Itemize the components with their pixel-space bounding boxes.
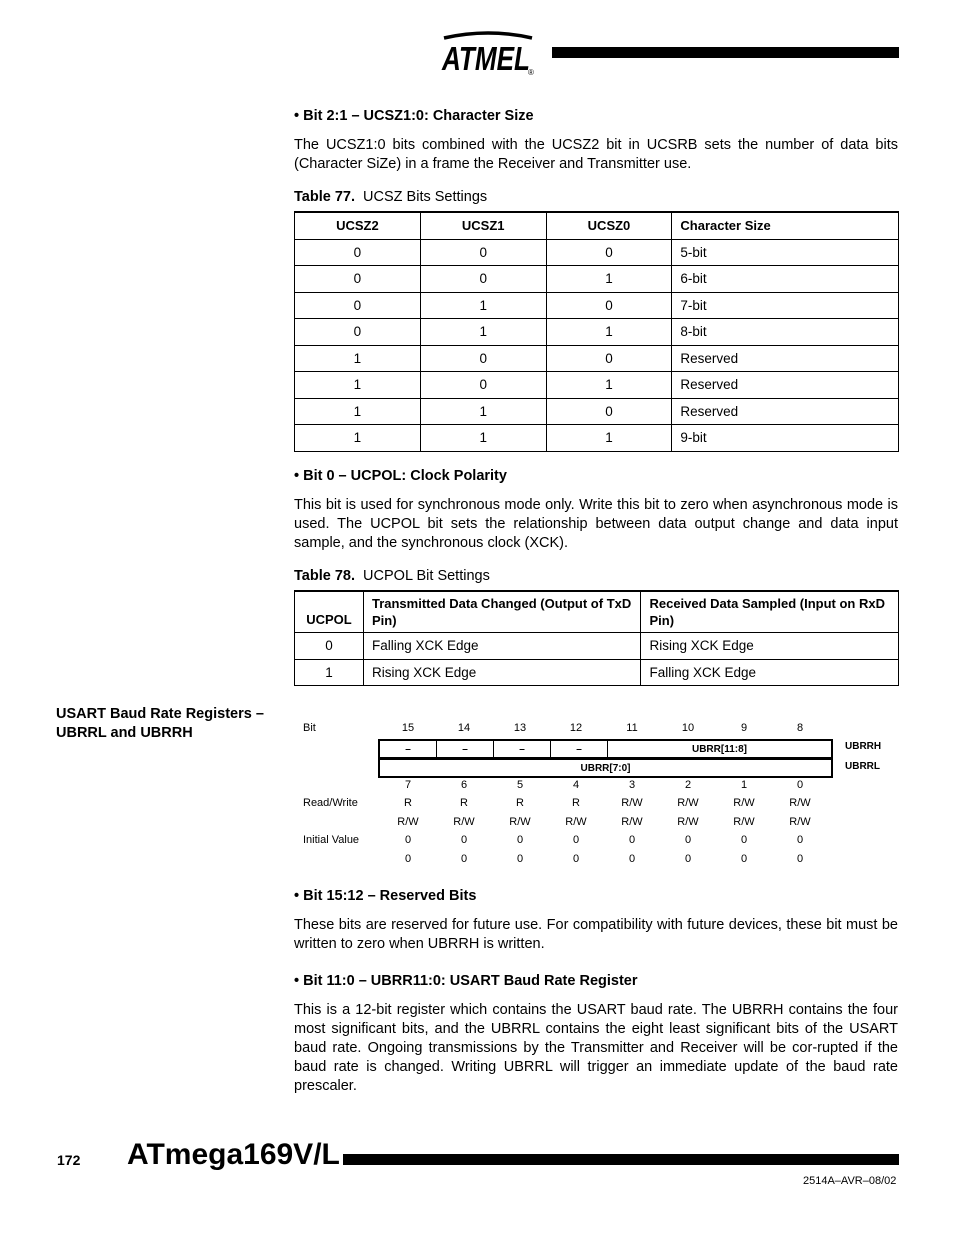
rw-value: R/W: [453, 816, 475, 828]
init-value: 0: [796, 853, 804, 865]
table77-caption-text: UCSZ Bits Settings: [363, 189, 488, 205]
table-header: UCPOL: [295, 591, 364, 633]
ubrrl-register-box: [378, 758, 833, 778]
table-cell: 0: [295, 266, 421, 293]
ubrr-high-field: UBRR[11:8]: [691, 743, 747, 755]
table-cell: 6-bit: [672, 266, 899, 293]
table77-caption: [294, 189, 487, 205]
init-value: 0: [796, 834, 804, 846]
bit-number: 0: [796, 779, 804, 791]
table-row: [295, 345, 899, 372]
ubrr-paragraph: This is a 12-bit register which contains the USART baud rate. The UBRRH contains the four most significant bits, and the UBRRL contains the eight least significant bits of the USART baud rate. Ongoing transmissions by the Transmitter and Receiver will be cor-rupted if the baud rate is changed. Writing UBRRL will trigger an immediate update of the baud rate prescaler.: [294, 1002, 898, 1094]
init-value: 0: [460, 834, 468, 846]
ubrr-low-field: UBRR[7:0]: [580, 762, 631, 774]
table-cell: 1: [295, 372, 421, 399]
init-value: 0: [404, 853, 412, 865]
reserved-bit-cell: –: [494, 741, 551, 757]
ubrrh-register-box: [378, 739, 833, 759]
bit-number: 2: [684, 779, 692, 791]
bit-number: 10: [681, 722, 695, 734]
init-value: 0: [404, 834, 412, 846]
footer-title: ATmega169V/L: [127, 1138, 340, 1171]
table-cell: 0: [546, 292, 672, 319]
reserved-bit-cell: –: [551, 741, 608, 757]
table-cell: 1: [420, 319, 546, 346]
rw-value: R: [404, 797, 412, 809]
ucsz-heading: • Bit 2:1 – UCSZ1:0: Character Size: [294, 108, 534, 124]
page-number: 172: [57, 1152, 81, 1168]
table-row: [295, 319, 899, 346]
rw-value: R: [516, 797, 524, 809]
init-row-low: [380, 853, 828, 865]
table-header: Character Size: [672, 212, 899, 239]
table-cell: 1: [546, 319, 672, 346]
ucpol-heading: • Bit 0 – UCPOL: Clock Polarity: [294, 468, 507, 484]
bit-number: 11: [626, 722, 638, 734]
header-rule: [552, 47, 899, 58]
bit-number: 15: [401, 722, 415, 734]
read-write-label: Read/Write: [303, 797, 358, 809]
atmel-logo-mark: [438, 30, 538, 76]
table-cell: 7-bit: [672, 292, 899, 319]
table-cell: 0: [420, 372, 546, 399]
bit-number: 9: [740, 722, 748, 734]
table-row: [295, 266, 899, 293]
bit-number: 12: [569, 722, 583, 734]
rw-value: R/W: [733, 797, 755, 809]
logo-text: ATMEL: [441, 40, 530, 76]
init-value: 0: [628, 853, 636, 865]
init-value: 0: [572, 853, 580, 865]
table-cell: 0: [295, 633, 364, 660]
ucpol-bits-table: [294, 590, 899, 686]
atmel-logo: [438, 30, 538, 76]
table-cell: Rising XCK Edge: [363, 659, 641, 686]
table-cell: 0: [420, 345, 546, 372]
bit-number: 7: [404, 779, 412, 791]
ucpol-paragraph: This bit is used for synchronous mode only. Write this bit to zero when asynchronous mode is used. The UCPOL bit sets the relationship between data output change and data input sample, and the synchronous clock (XCK).: [294, 497, 898, 551]
bit-numbers-low: [380, 779, 828, 791]
init-value: 0: [684, 834, 692, 846]
rw-value: R: [572, 797, 580, 809]
bit-number: 5: [516, 779, 524, 791]
reserved-paragraph: These bits are reserved for future use. For compatibility with future devices, these bit must be written to zero when UBRRH is written.: [294, 917, 898, 952]
table78-caption-num: Table 78.: [294, 568, 355, 584]
table-cell: 0: [546, 345, 672, 372]
init-value: 0: [572, 834, 580, 846]
table-cell: Reserved: [672, 398, 899, 425]
rw-value: R/W: [677, 797, 699, 809]
table-cell: 0: [420, 266, 546, 293]
table-cell: Reserved: [672, 372, 899, 399]
table-cell: 1: [420, 398, 546, 425]
table-cell: Reserved: [672, 345, 899, 372]
reserved-heading: • Bit 15:12 – Reserved Bits: [294, 888, 477, 904]
rw-value: R/W: [677, 816, 699, 828]
bit-number: 6: [460, 779, 468, 791]
table-cell: 8-bit: [672, 319, 899, 346]
table-cell: 0: [420, 239, 546, 266]
table-cell: 0: [546, 398, 672, 425]
ucsz-bits-table: [294, 211, 899, 452]
table-cell: Rising XCK Edge: [641, 633, 899, 660]
rw-value: R: [460, 797, 468, 809]
table-cell: 1: [546, 425, 672, 452]
init-value: 0: [740, 853, 748, 865]
table-cell: 1: [546, 266, 672, 293]
table-cell: 0: [295, 239, 421, 266]
side-heading-line2: UBRRL and UBRRH: [56, 725, 193, 741]
ubrrh-name: UBRRH: [845, 741, 882, 752]
ubrr-heading: • Bit 11:0 – UBRR11:0: USART Baud Rate Register: [294, 973, 638, 989]
reserved-bit-cell: –: [380, 741, 437, 757]
init-value: 0: [684, 853, 692, 865]
table-cell: 9-bit: [672, 425, 899, 452]
table-cell: 1: [295, 398, 421, 425]
init-value: 0: [628, 834, 636, 846]
footer-rule: [343, 1154, 899, 1165]
ucsz-paragraph: The UCSZ1:0 bits combined with the UCSZ2 bit in UCSRB sets the number of data bits (Character SiZe) in a frame the Receiver and Transmitter use.: [294, 137, 898, 172]
init-value: 0: [740, 834, 748, 846]
init-value: 0: [516, 834, 524, 846]
rw-value: R/W: [789, 816, 811, 828]
rw-value: R/W: [509, 816, 531, 828]
table-cell: Falling XCK Edge: [641, 659, 899, 686]
table-header: Received Data Sampled (Input on RxD Pin): [641, 591, 899, 633]
bit-number: 14: [457, 722, 471, 734]
table-header: UCSZ2: [295, 212, 421, 239]
table-cell: 1: [546, 372, 672, 399]
bit-number: 13: [513, 722, 527, 734]
table77-caption-num: Table 77.: [294, 189, 355, 205]
bit-number: 1: [740, 779, 748, 791]
table-cell: 0: [295, 292, 421, 319]
bit-number: 8: [796, 722, 804, 734]
init-row-high: [380, 834, 828, 846]
table-row: [295, 372, 899, 399]
initial-value-label: Initial Value: [303, 834, 360, 846]
table-row: [295, 292, 899, 319]
table78-caption: [294, 568, 490, 584]
table78-caption-text: UCPOL Bit Settings: [363, 568, 490, 584]
table-cell: 1: [420, 292, 546, 319]
reserved-bit-cell: –: [437, 741, 494, 757]
rw-value: R/W: [621, 816, 643, 828]
rw-value: R/W: [621, 797, 643, 809]
table-cell: 1: [295, 425, 421, 452]
table-cell: 0: [546, 239, 672, 266]
table-header: Transmitted Data Changed (Output of TxD Pin): [363, 591, 641, 633]
rw-value: R/W: [397, 816, 419, 828]
rw-value: R/W: [733, 816, 755, 828]
table-cell: 5-bit: [672, 239, 899, 266]
table-cell: 1: [295, 345, 421, 372]
rw-value: R/W: [789, 797, 811, 809]
rw-row-low: [380, 816, 828, 828]
init-value: 0: [460, 853, 468, 865]
table-row: [295, 633, 899, 660]
table-cell: 0: [295, 319, 421, 346]
table-row: [295, 398, 899, 425]
table-row: [295, 425, 899, 452]
registered-mark: ®: [528, 68, 534, 76]
table-row: [295, 239, 899, 266]
rw-row-high: [380, 797, 828, 809]
bit-label: Bit: [303, 722, 316, 734]
table-header: UCSZ0: [546, 212, 672, 239]
table-header: UCSZ1: [420, 212, 546, 239]
rw-value: R/W: [565, 816, 587, 828]
document-code: 2514A–AVR–08/02: [803, 1175, 897, 1187]
table-cell: 1: [295, 659, 364, 686]
table-row: [295, 659, 899, 686]
side-heading-line1: USART Baud Rate Registers –: [56, 706, 264, 722]
ubrrl-name: UBRRL: [845, 761, 880, 772]
side-heading: [56, 705, 264, 743]
bit-number: 4: [572, 779, 580, 791]
bit-number: 3: [628, 779, 636, 791]
table-cell: Falling XCK Edge: [363, 633, 641, 660]
init-value: 0: [516, 853, 524, 865]
bit-numbers-high: [380, 722, 828, 734]
table-cell: 1: [420, 425, 546, 452]
